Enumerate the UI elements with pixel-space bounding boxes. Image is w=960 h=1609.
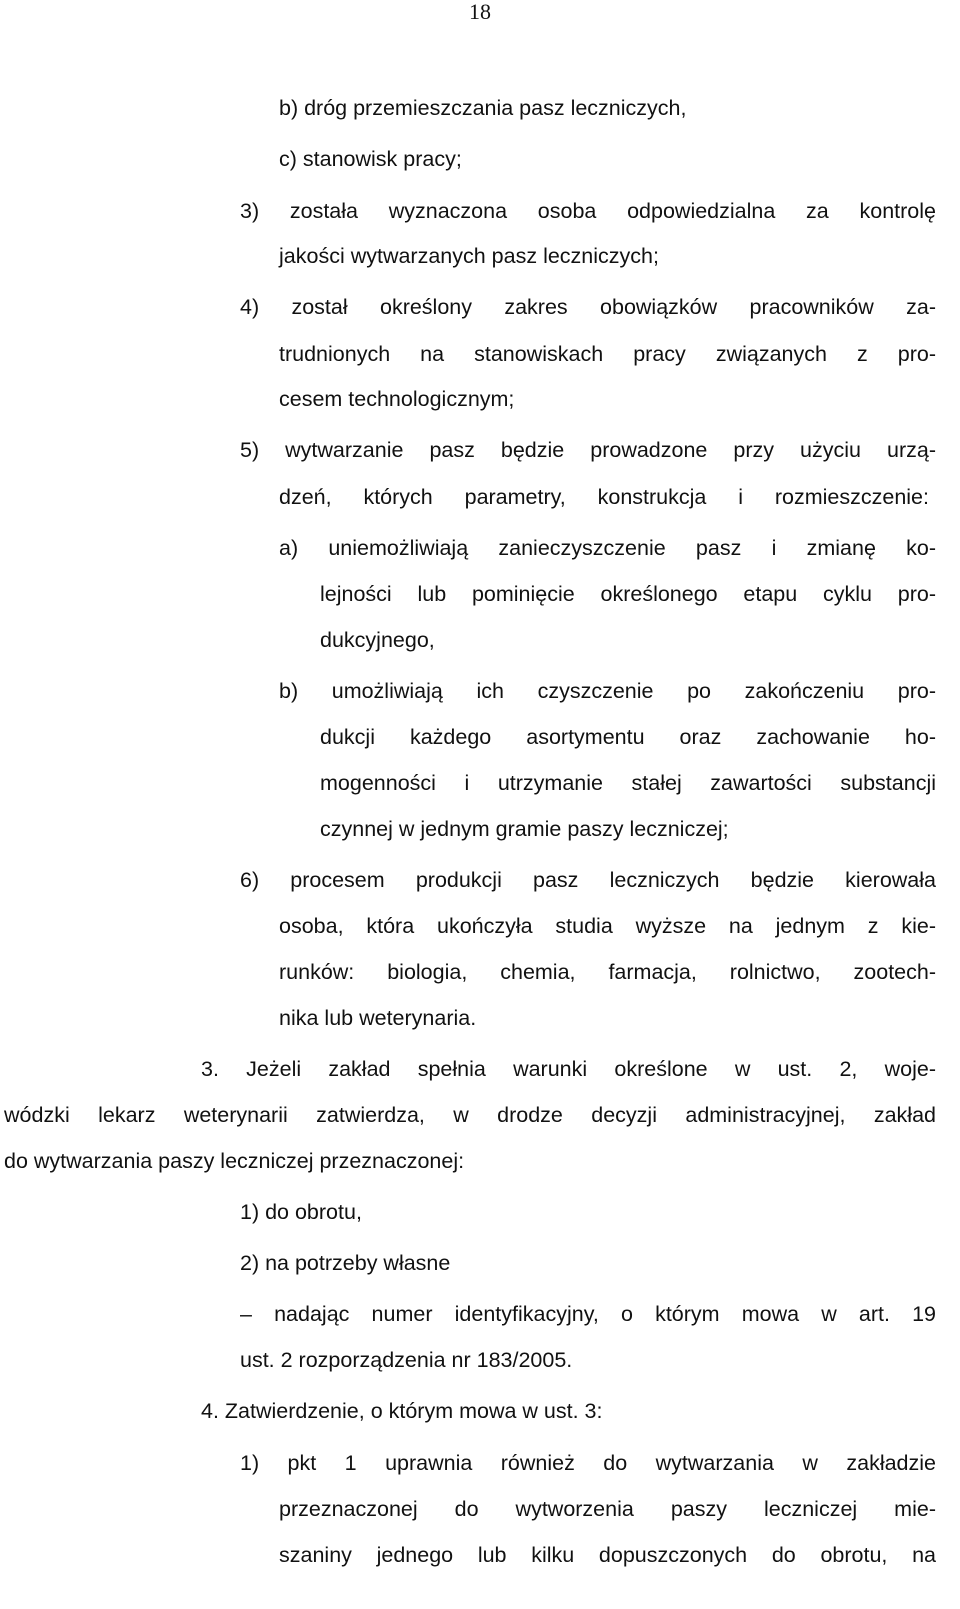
- text-line: cesem technologicznym;: [279, 387, 515, 411]
- text-line: 6) procesem produkcji pasz leczniczych będzie kierowała: [240, 868, 936, 892]
- text-line: jakości wytwarzanych pasz leczniczych;: [279, 244, 659, 268]
- text-line: 3) została wyznaczona osoba odpowiedzialna za kontrolę: [240, 199, 936, 223]
- text-line: b) dróg przemieszczania pasz leczniczych,: [279, 96, 687, 120]
- text-line: dzeń, których parametry, konstrukcja i rozmieszczenie:: [279, 485, 929, 509]
- text-line: 2) na potrzeby własne: [240, 1251, 451, 1275]
- text-line: c) stanowisk pracy;: [279, 147, 462, 171]
- text-line: wódzki lekarz weterynarii zatwierdza, w drodze decyzji administracyjnej, zakład: [4, 1103, 936, 1127]
- text-line: przeznaczonej do wytworzenia paszy leczniczej mie-: [279, 1497, 936, 1521]
- text-line: 1) pkt 1 uprawnia również do wytwarzania w zakładzie: [240, 1451, 936, 1475]
- text-line: mogenności i utrzymanie stałej zawartości substancji: [320, 771, 936, 795]
- text-line: osoba, która ukończyła studia wyższe na jednym z kie-: [279, 914, 936, 938]
- text-line: a) uniemożliwiają zanieczyszczenie pasz i zmianę ko-: [279, 536, 936, 560]
- text-line: trudnionych na stanowiskach pracy związanych z pro-: [279, 342, 936, 366]
- text-line: ust. 2 rozporządzenia nr 183/2005.: [240, 1348, 573, 1372]
- text-line: szaniny jednego lub kilku dopuszczonych do obrotu, na: [279, 1543, 936, 1567]
- text-line: – nadając numer identyfikacyjny, o którym mowa w art. 19: [240, 1302, 936, 1326]
- text-line: 5) wytwarzanie pasz będzie prowadzone przy użyciu urzą-: [240, 438, 936, 462]
- text-line: dukcji każdego asortymentu oraz zachowanie ho-: [320, 725, 936, 749]
- text-line: b) umożliwiają ich czyszczenie po zakończeniu pro-: [279, 679, 936, 703]
- page-number: 18: [469, 0, 491, 24]
- text-line: nika lub weterynaria.: [279, 1006, 477, 1030]
- text-line: lejności lub pominięcie określonego etapu cyklu pro-: [320, 582, 936, 606]
- text-line: 4. Zatwierdzenie, o którym mowa w ust. 3:: [201, 1399, 603, 1423]
- text-line: dukcyjnego,: [320, 628, 435, 652]
- text-line: 4) został określony zakres obowiązków pracowników za-: [240, 295, 936, 319]
- text-line: 3. Jeżeli zakład spełnia warunki określone w ust. 2, woje-: [201, 1057, 936, 1081]
- text-line: do wytwarzania paszy leczniczej przeznaczonej:: [4, 1149, 465, 1173]
- text-line: runków: biologia, chemia, farmacja, rolnictwo, zootech-: [279, 960, 936, 984]
- text-line: czynnej w jednym gramie paszy leczniczej;: [320, 817, 729, 841]
- text-line: 1) do obrotu,: [240, 1200, 362, 1224]
